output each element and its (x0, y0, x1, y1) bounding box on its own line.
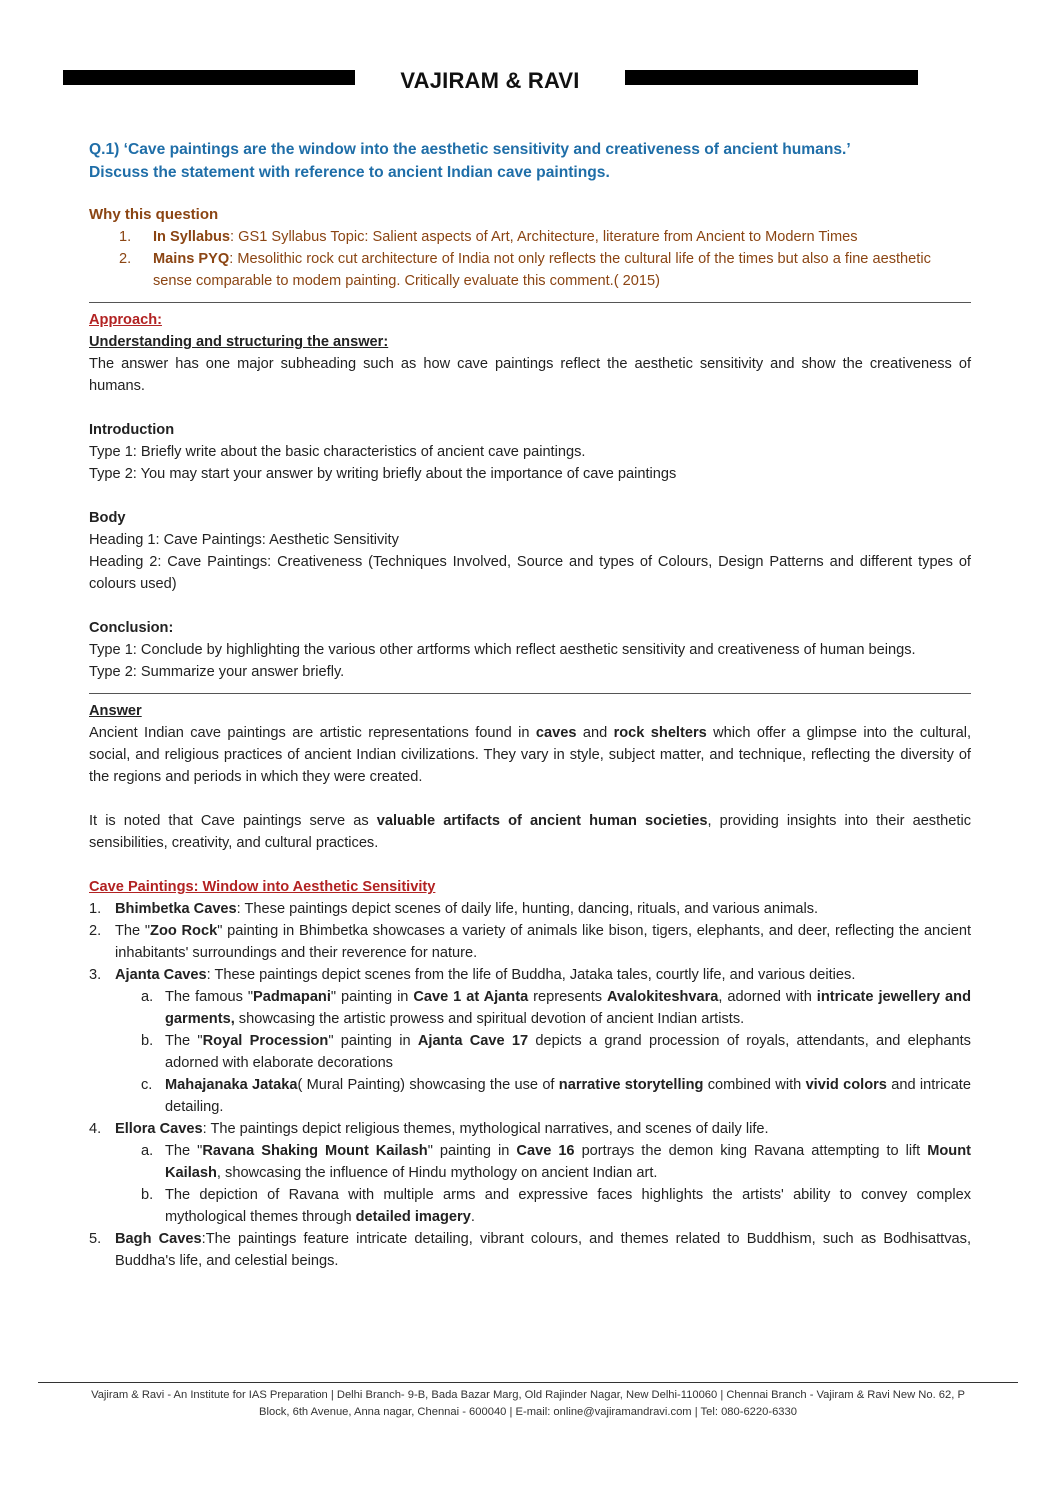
approach-heading: Approach: (89, 312, 162, 328)
body-heading-1: Heading 1: Cave Paintings: Aesthetic Sensitivity (89, 532, 399, 548)
text-run: It is noted that Cave paintings serve as (89, 813, 377, 829)
section-divider (89, 693, 971, 694)
bold-run: Ajanta Caves (115, 967, 207, 983)
bold-run: detailed imagery (355, 1209, 471, 1225)
text-run: ( Mural Painting) showcasing the use of (297, 1077, 559, 1093)
sub-list-item (115, 1184, 971, 1228)
bold-run: Ravana Shaking Mount Kailash (202, 1143, 428, 1159)
list-number: 3. (89, 967, 102, 983)
text-run: , providing insights into their aesthetic sensibilities, creativity, and cultural practices. (89, 813, 971, 851)
list-item (89, 1228, 971, 1272)
introduction-heading: Introduction (89, 422, 175, 438)
text-run: " painting in (427, 1143, 517, 1159)
list-number: 2. (89, 923, 102, 939)
header-bar-right (625, 70, 918, 85)
conclusion-heading: Conclusion: (89, 620, 174, 636)
sub-list-letter: c. (141, 1077, 153, 1093)
why-item-label: In Syllabus (153, 229, 231, 245)
approach-text: The answer has one major subheading such as how cave paintings reflect the aesthetic sensitivity and show the creativeness of humans. (89, 356, 971, 394)
text-run: The " (115, 923, 151, 939)
why-item (89, 226, 971, 248)
question-line-1: Q.1) ‘Cave paintings are the window into the aesthetic sensitivity and creativeness of ancient humans.’ (89, 141, 851, 158)
list-item (89, 1118, 971, 1228)
text-run: . (470, 1209, 475, 1225)
list-item (89, 964, 971, 1118)
introduction-type-1: Type 1: Briefly write about the basic characteristics of ancient cave paintings. (89, 444, 586, 460)
bold-run: Cave 16 (516, 1143, 575, 1159)
bold-run: Ajanta Cave 17 (417, 1033, 529, 1049)
sub-list-letter: b. (141, 1187, 154, 1203)
page-header (0, 66, 1058, 102)
bold-run: Avalokiteshvara (607, 989, 719, 1005)
bold-run: Royal Procession (202, 1033, 329, 1049)
text-run: which offer a glimpse into the cultural, social, and religious practices of ancient Indian civilizations. They vary in style, subject matter, and technique, reflecting the diversity of the regions and periods in which they were created. (89, 725, 972, 785)
text-run: : The paintings depict religious themes, mythological narratives, and scenes of daily life. (202, 1121, 769, 1137)
bold-run: Padmapani (253, 989, 331, 1005)
sub-list-item (115, 986, 971, 1030)
text-run: Ancient Indian cave paintings are artistic representations found in (89, 725, 536, 741)
list-number: 1. (89, 901, 102, 917)
conclusion-type-1: Type 1: Conclude by highlighting the various other artforms which reflect aesthetic sensitivity and creativeness of human beings. (89, 642, 916, 658)
question (89, 138, 971, 184)
bold-run: Bagh Caves (115, 1231, 202, 1247)
sub-list-letter: a. (141, 1143, 154, 1159)
text-run: depicts a grand procession of royals, attendants, and elephants adorned with elaborate decorations (165, 1033, 971, 1071)
sub-list (115, 1140, 971, 1228)
sub-list (115, 986, 971, 1118)
text-run: portrays the demon king Ravana attempting to lift (574, 1143, 928, 1159)
header-title: VAJIRAM & RAVI (400, 68, 580, 93)
bold-run: Zoo Rock (150, 923, 218, 939)
list-number: 4. (89, 1121, 102, 1137)
answer-paragraph-2 (89, 810, 971, 854)
why-question-list (89, 226, 971, 292)
why-item (89, 248, 971, 292)
text-run: The " (165, 1143, 203, 1159)
page-footer (38, 1387, 1018, 1421)
why-item-number: 1. (119, 229, 132, 245)
text-run: combined with (703, 1077, 806, 1093)
why-item-text: : GS1 Syllabus Topic: Salient aspects of Art, Architecture, literature from Ancient to Modern Times (230, 229, 858, 245)
why-question-heading: Why this question (89, 206, 219, 223)
text-run: , showcasing the influence of Hindu mythology on ancient Indian art. (216, 1165, 658, 1181)
bold-run: rock shelters (613, 725, 707, 741)
answer-paragraph-1 (89, 722, 971, 788)
text-run: showcasing the artistic prowess and spiritual devotion of ancient Indian artists. (234, 1011, 745, 1027)
why-item-number: 2. (119, 251, 132, 267)
list-item (89, 898, 971, 920)
bold-run: vivid colors (805, 1077, 887, 1093)
spacer (89, 788, 971, 810)
sub-list-item (115, 1030, 971, 1074)
list-item (89, 920, 971, 964)
question-line-2: Discuss the statement with reference to ancient Indian cave paintings. (89, 164, 610, 181)
section-divider (89, 302, 971, 303)
sub-list-item (115, 1140, 971, 1184)
text-run: " painting in (330, 989, 414, 1005)
bold-run: Bhimbetka Caves (115, 901, 237, 917)
answer-heading: Answer (89, 703, 142, 719)
bold-run: intricate jewellery and garments, (165, 989, 971, 1027)
document-body (89, 138, 971, 1272)
text-run: : These paintings depict scenes from the life of Buddha, Jataka tales, courtly life, and various deities. (206, 967, 856, 983)
text-run: The depiction of Ravana with multiple arms and expressive faces highlights the artists' ability to convey complex mythological themes through (165, 1187, 971, 1225)
body-heading-2: Heading 2: Cave Paintings: Creativeness (Techniques Involved, Source and types of Colours, Design Patterns and different types of colours used) (89, 554, 971, 592)
bold-run: Cave 1 at Ajanta (413, 989, 529, 1005)
footer-line-1: Vajiram & Ravi - An Institute for IAS Preparation | Delhi Branch- 9-B, Bada Bazar Marg, Old Rajinder Nagar, New Delhi-110060 | Chennai Branch - Vajiram & Ravi New No. 62, P (91, 1389, 965, 1401)
text-run: and (576, 725, 614, 741)
why-item-label: Mains PYQ (153, 251, 230, 267)
body-heading: Body (89, 510, 126, 526)
sub-list-letter: a. (141, 989, 154, 1005)
text-run: :The paintings feature intricate detailing, vibrant colours, and themes related to Buddhism, such as Bodhisattvas, Buddha's life, and celestial beings. (115, 1231, 971, 1269)
text-run: The famous " (165, 989, 254, 1005)
text-run: The " (165, 1033, 203, 1049)
bold-run: narrative storytelling (558, 1077, 704, 1093)
approach-subheading: Understanding and structuring the answer: (89, 334, 389, 350)
why-item-text: : Mesolithic rock cut architecture of India not only reflects the cultural life of the times but also a fine aesthetic sense comparable to modem painting. Critically evaluate this comment.( 2015) (153, 251, 931, 289)
conclusion-type-2: Type 2: Summarize your answer briefly. (89, 664, 345, 680)
bold-run: Ellora Caves (115, 1121, 203, 1137)
text-run: : These paintings depict scenes of daily life, hunting, dancing, rituals, and various animals. (236, 901, 819, 917)
text-run: " painting in (328, 1033, 418, 1049)
sub-list-item (115, 1074, 971, 1118)
footer-line-2: Block, 6th Avenue, Anna nagar, Chennai - 600040 | E-mail: online@vajiramandravi.com | Tel: 080-6220-6330 (259, 1406, 797, 1418)
introduction-type-2: Type 2: You may start your answer by writing briefly about the importance of cave paintings (89, 466, 677, 482)
header-bar-left (63, 70, 355, 85)
text-run: " painting in Bhimbetka showcases a variety of animals like bison, tigers, elephants, and deer, reflecting the ancient inhabitants' surroundings and their reverence for nature. (115, 923, 972, 961)
list-number: 5. (89, 1231, 102, 1247)
text-run: and intricate detailing. (165, 1077, 971, 1115)
bold-run: valuable artifacts of ancient human societies (376, 813, 708, 829)
text-run: , adorned with (718, 989, 817, 1005)
bold-run: Mount Kailash (165, 1143, 971, 1181)
bold-run: Mahajanaka Jataka (165, 1077, 298, 1093)
aesthetic-section-heading: Cave Paintings: Window into Aesthetic Sensitivity (89, 879, 436, 895)
bold-run: caves (535, 725, 577, 741)
text-run: represents (528, 989, 607, 1005)
footer-divider (38, 1382, 1018, 1383)
cave-list (89, 898, 971, 1272)
sub-list-letter: b. (141, 1033, 154, 1049)
